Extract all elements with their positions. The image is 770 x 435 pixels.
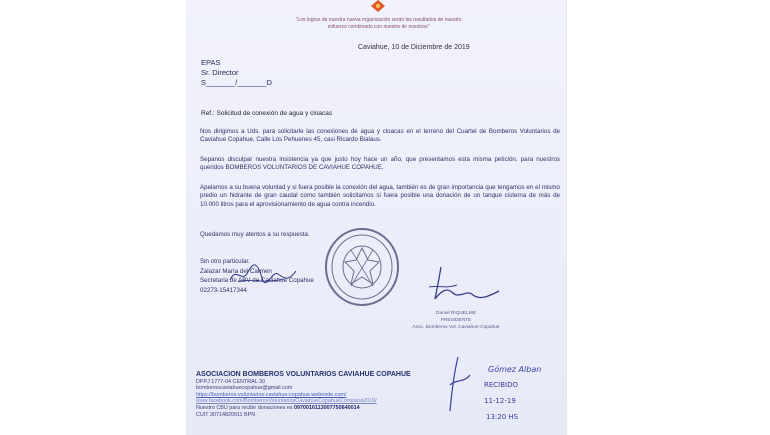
left-margin xyxy=(0,0,187,435)
president-line: PRESIDENTE xyxy=(440,318,472,323)
right-margin xyxy=(566,0,770,435)
letter-page xyxy=(186,0,566,435)
facebook-link[interactable]: www.facebook.com/BomberosVoluntariosCaviahueCopahueCompana2019/ xyxy=(196,398,377,405)
president-line: Daniel RIQUELME xyxy=(436,311,476,316)
received-annotation xyxy=(444,355,564,430)
registration-line: DPPJ 1777-04 CENTRAL 30 xyxy=(196,378,266,385)
sender-line: Sin otro particular. xyxy=(200,258,250,265)
received-name: Gómez Alban xyxy=(488,365,542,374)
recipient-line: S_______/_______D xyxy=(201,78,272,87)
letter-date: Caviahue, 10 de Diciembre de 2019 xyxy=(358,44,470,51)
cuit-line: CUIT 30714820911 BPN xyxy=(196,411,256,418)
website-link[interactable]: https://bomberos-voluntarios-caviahue-copahue.webnode.com/ xyxy=(196,391,347,398)
cbu-value: 0970016113007750640014 xyxy=(293,404,360,411)
closing-paragraph: Quedamos muy atentos a su respuesta. xyxy=(200,231,310,238)
received-signature xyxy=(444,355,474,415)
recipient-line: EPAS xyxy=(201,58,221,67)
president-block xyxy=(411,310,501,331)
secretary-signature xyxy=(228,262,298,288)
body-paragraph: Nos dirigimos a Uds. para solicitarle las conexiones de agua y cloacas en el terreno del Cuartel de Bomberos Voluntarios de Caviahue Copahue, Calle Los Pehuenes 45, casi Ricardo Bialaus. xyxy=(200,128,560,144)
organization-name: ASOCIACION BOMBEROS VOLUNTARIOS CAVIAHUE COPAHUE xyxy=(196,371,411,378)
fire-department-seal xyxy=(321,226,403,308)
cbu-line xyxy=(196,405,436,412)
president-line: Asoc. Bomberos Vol. Caviahue-Copahue xyxy=(412,325,500,330)
letterhead-footer xyxy=(196,372,436,418)
received-date: 11-12-19 xyxy=(484,397,516,405)
body-paragraph: Sepanos disculpar nuestra insistencia ya que justo hoy hace un año, que presentamos esta misma petición, para nuestros queridos BOMBEROS VOLUNTARIOS DE CAVIAHUE COPAHUE. xyxy=(200,156,560,172)
body-paragraph: Apelamos a su buena voluntad y si fuera posible la conexión del agua, también es de gran importancia que tengamos en el mismo predio un hidrante de gran caudal como también solicitamos si fuera posible una donación de un tanque cisterna de más de 10.000 litros para el aprovisionamiento de agua contra incendio. xyxy=(200,184,560,208)
recipient-block xyxy=(201,58,272,88)
received-time: 13:20 HS xyxy=(486,413,519,421)
recipient-line: Sr. Director xyxy=(201,68,239,77)
cbu-label: Nuestro CBU para recibir donaciones es xyxy=(196,404,293,411)
sender-line: Zalazar María del Carmen xyxy=(200,267,272,275)
motto: "Los logros de nuestra nueva organización serán los resultados de nuestro esfuerzo combinado con nuestro de nosotros" xyxy=(295,17,462,30)
received-label: RECIBIDO xyxy=(484,381,519,389)
president-signature xyxy=(411,265,501,305)
reference-line: Ref.: Solicitud de conexión de agua y cloacas xyxy=(201,110,333,117)
email-text: bomberoscaviahuecopahue@gmail.com xyxy=(196,385,293,392)
sender-line: 02273-15417344 xyxy=(200,286,247,294)
fire-emblem-icon xyxy=(370,0,386,12)
sender-line: Secretaria de ABV de Caviahue Copahue xyxy=(200,277,314,285)
